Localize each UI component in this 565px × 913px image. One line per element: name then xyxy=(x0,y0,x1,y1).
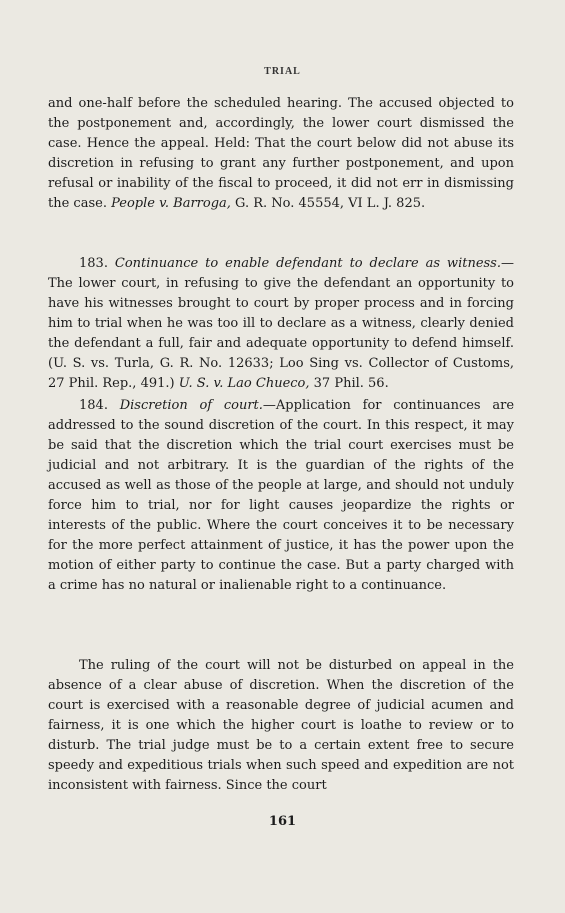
case-citation: People v. Barroga, xyxy=(111,196,231,211)
section-text: —The lower court, in refusing to give the defendant an opportunity to have his witnesses brought to court by proper process and in forcing him to trial when he was too ill to declare as a witness, clearly denied the defendant a full, fair and adequate opportunity to defend himself. (U. S. vs. Turla, G. R. No. 12633; Loo Sing vs. Collector of Customs, 27 Phil. Rep., 491.) xyxy=(48,256,514,391)
paragraph-continuation xyxy=(48,94,514,214)
citation-reference: G. R. No. 45554, VI L. J. 825. xyxy=(230,196,426,211)
paragraph-text: and one-half before the scheduled hearing. The accused objected to the postponement and, accordingly, the lower court dismissed the case. Hence the appeal. Held: That the court below did not abuse its discretion in refusing to grant any further postponement, and upon refusal or inability of the fiscal to proceed, it did not err in dismissing the case. xyxy=(48,96,514,211)
section-title: Discretion of court. xyxy=(119,398,263,413)
section-183 xyxy=(48,254,514,394)
section-text: —Application for continuances are addressed to the sound discretion of the court. In this respect, it may be said that the discretion which the trial court exercises must be judicial and not arbitrary. It is the guardian of the rights of the accused as well as those of the people at large, and should not unduly force him to trial, nor for light causes jeopardize the rights or interests of the public. Where the court conceives it to be necessary for the more perfect attainment of justice, it has the power upon the motion of either party to continue the case. But a party charged with a crime has no natural or inalienable right to a continuance. xyxy=(48,398,515,593)
section-184 xyxy=(48,396,514,596)
section-number: 184. xyxy=(79,398,120,413)
paragraph-text: The ruling of the court will not be disturbed on appeal in the absence of a clear abuse of discretion. When the discretion of the court is exercised with a reasonable degree of judicial acumen and fairness, it is one which the higher court is loathe to review or to disturb. The trial judge must be to a certain extent free to secure speedy and expeditious trials when such speed and expedition are not inconsistent with fairness. Since the court xyxy=(48,658,514,793)
citation-reference: 37 Phil. 56. xyxy=(309,376,389,391)
running-head: TRIAL xyxy=(264,66,301,77)
section-number: 183. xyxy=(79,256,115,271)
page-number: 161 xyxy=(268,814,297,829)
paragraph-ruling xyxy=(48,656,514,796)
section-title: Continuance to enable defendant to declare as witness. xyxy=(114,256,501,271)
case-citation: U. S. v. Lao Chueco, xyxy=(178,376,310,391)
